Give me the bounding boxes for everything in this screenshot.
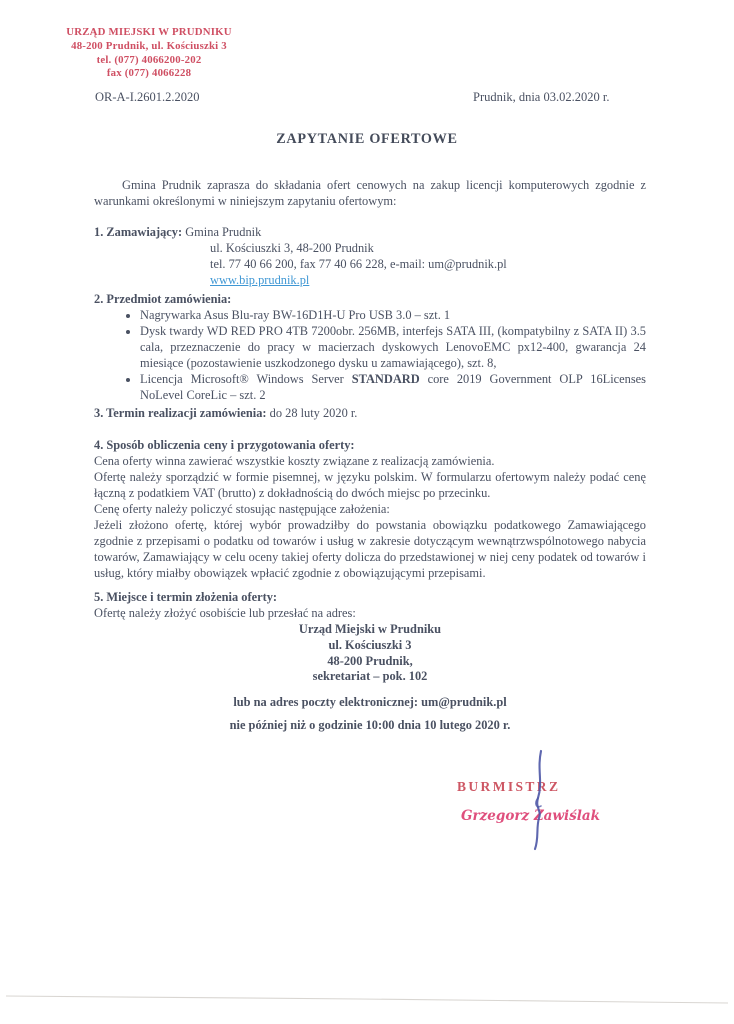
signature-role: BURMISTRZ (457, 779, 561, 794)
section4-paragraph-3: Cenę oferty należy policzyć stosując następujące założenia: (94, 502, 390, 516)
pen-signature-stroke (523, 748, 557, 852)
order-item-3 (140, 371, 646, 403)
submission-address-city: 48-200 Prudnik, (327, 653, 413, 668)
section2-label: 2. Przedmiot zamówienia: (94, 292, 232, 306)
section3-label: 3. Termin realizacji zamówienia: (94, 406, 267, 420)
buyer-contacts: tel. 77 40 66 200, fax 77 40 66 228, e-mail: um@prudnik.pl (210, 257, 507, 271)
buyer-address: ul. Kościuszki 3, 48-200 Prudnik (210, 241, 374, 255)
letterhead-address: 48-200 Prudnik, ul. Kościuszki 3 (71, 39, 227, 52)
section-miejsce-termin (94, 589, 646, 733)
buyer-name: Gmina Prudnik (185, 225, 262, 239)
submission-email-line: lub na adres poczty elektronicznej: um@prudnik.pl (233, 695, 507, 710)
reference-number: OR-A-I.2601.2.2020 (95, 90, 200, 104)
letterhead-phone: tel. (077) 4066200-202 (96, 53, 202, 66)
order-item-3-emphasis: STANDARD (351, 372, 420, 386)
section5-intro-line: Ofertę należy złożyć osobiście lub przesłać na adres: (94, 606, 356, 620)
section5-label: 5. Miejsce i termin złożenia oferty: (94, 590, 278, 604)
section-przedmiot (94, 291, 646, 403)
submission-address-org: Urząd Miejski w Prudniku (298, 622, 442, 636)
section-sposob-obliczenia (94, 437, 646, 581)
order-item-3-text: Licencja Microsoft® Windows Server (140, 372, 352, 386)
section-termin (94, 405, 646, 421)
scan-edge-artifact (0, 990, 734, 1008)
buyer-website-line (210, 272, 646, 288)
order-items-list (94, 307, 646, 403)
signature-name: Grzegorz Zawiślak (461, 808, 601, 824)
section1-label: 1. Zamawiający: (94, 225, 183, 239)
section3-value: do 28 luty 2020 r. (266, 406, 358, 420)
order-item-3-text-cont: core 2019 Government OLP 16Licenses NoLevel CoreLic – szt. 2 (140, 372, 646, 402)
dateline: Prudnik, dnia 03.02.2020 r. (473, 90, 610, 104)
order-item-1: • Nagrywarka Asus Blu-ray BW-16D1H-U Pro USB 3.0 – szt. 1 (140, 307, 646, 323)
intro-paragraph: Gmina Prudnik zaprasza do składania ofert cenowych na zakup licencji komputerowych zgodnie z warunkami określonymi w niniejszym zapytaniu ofertowym: (94, 178, 646, 208)
section4-paragraph-1: Cena oferty winna zawierać wszystkie koszty związane z realizacją zamówienia. (94, 454, 495, 468)
section4-label: 4. Sposób obliczenia ceny i przygotowania oferty: (94, 438, 355, 452)
order-item-2: • Dysk twardy WD RED PRO 4TB 7200obr. 256MB, interfejs SATA III, (kompatybilny z SATA II) 3.5 cala, przeznaczenie do pracy w macierzach dyskowych LenovoEMC px12-400, gwarancja 24 miesiące (pozostawienie uszkodzonego dysku u zamawiającego), szt. 8, (140, 323, 646, 371)
document-title: ZAPYTANIE OFERTOWE (276, 131, 458, 147)
section4-paragraph-4: Jeżeli złożono ofertę, której wybór prowadziłby do powstania obowiązku podatkowego Zamawiającego zgodnie z przepisami o podatku od towarów i usług w zakresie dotyczącym wewnątrzwspólnotowego nabycia towarów, Zamawiający w celu oceny takiej oferty dolicza do przedstawionej w niej ceny podatek od towarów i usług, który miałby obowiązek wpłacić zgodnie z obowiązującymi przepisami. (94, 518, 646, 580)
bip-website-link[interactable]: www.bip.prudnik.pl (210, 273, 310, 287)
section-zamawiajacy (94, 224, 646, 288)
submission-deadline-line: nie później niż o godzinie 10:00 dnia 10 lutego 2020 r. (229, 718, 511, 733)
section1-heading-line (94, 224, 646, 240)
section4-paragraph-2: Ofertę należy sporządzić w formie pisemnej, w języku polskim. W formularzu ofertowym należy podać cenę łączną z podatkiem VAT (brutto) z dokładnością do dwóch miejsc po przecinku. (94, 470, 646, 500)
signature-block (457, 779, 617, 824)
submission-address-street: ul. Kościuszki 3 (328, 637, 412, 652)
letterhead-org-name: URZĄD MIEJSKI W PRUDNIKU (66, 26, 232, 38)
submission-address-block (94, 622, 646, 685)
letterhead-stamp (64, 26, 234, 81)
letterhead-fax: fax (077) 4066228 (106, 67, 192, 80)
submission-address-room: sekretariat – pok. 102 (312, 669, 428, 684)
